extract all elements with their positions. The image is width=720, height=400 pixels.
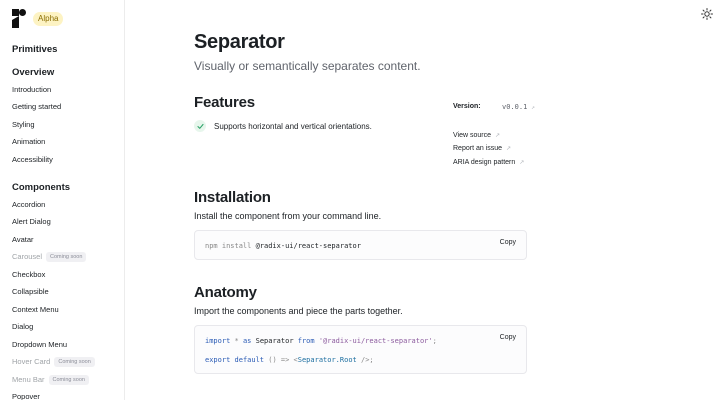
installation-heading: Installation xyxy=(194,189,271,206)
sidebar-item-dialog[interactable]: Dialog xyxy=(12,322,34,331)
components-title: Components xyxy=(12,182,71,193)
copy-button[interactable]: Copy xyxy=(499,334,516,341)
sidebar-item-context-menu[interactable]: Context Menu xyxy=(12,305,59,314)
radix-logo-icon[interactable] xyxy=(12,9,26,28)
overview-title: Overview xyxy=(12,67,55,78)
sidebar-item-label: Carousel xyxy=(12,252,43,261)
sidebar-item-label: Menu Bar xyxy=(12,375,45,384)
sidebar-item-carousel xyxy=(12,252,86,262)
arrow-top-right-icon: ↗ xyxy=(495,133,501,139)
sidebar-item-popover[interactable]: Popover xyxy=(12,392,40,400)
version-value: v0.0.1 ↗ xyxy=(502,103,535,111)
code-line-import: import * as Separator from '@radix-ui/react-separator'; xyxy=(205,337,437,345)
version-label: Version: xyxy=(453,103,481,110)
alpha-badge: Alpha xyxy=(33,12,63,26)
sun-icon[interactable] xyxy=(701,8,713,20)
sidebar-item-alert-dialog[interactable]: Alert Dialog xyxy=(12,217,51,226)
sidebar-item-accessibility[interactable]: Accessibility xyxy=(12,155,53,164)
page-subtitle: Visually or semantically separates content. xyxy=(194,59,421,73)
aria-pattern-link[interactable]: ARIA design pattern ↗ xyxy=(453,159,525,166)
features-heading: Features xyxy=(194,94,255,111)
installation-description: Install the component from your command line. xyxy=(194,211,382,221)
sidebar-item-collapsible[interactable]: Collapsible xyxy=(12,287,49,296)
copy-button[interactable]: Copy xyxy=(499,239,516,246)
anatomy-code-block xyxy=(194,325,527,374)
check-icon xyxy=(194,120,206,132)
coming-soon-badge: Coming soon xyxy=(49,375,89,385)
sidebar xyxy=(0,0,125,400)
sidebar-item-label: Hover Card xyxy=(12,357,51,366)
sidebar-item-checkbox[interactable]: Checkbox xyxy=(12,270,46,279)
coming-soon-badge: Coming soon xyxy=(54,357,94,367)
anatomy-description: Import the components and piece the parts together. xyxy=(194,306,403,316)
page-title: Separator xyxy=(194,31,285,53)
arrow-top-right-icon: ↗ xyxy=(506,146,512,152)
install-command: npm install @radix-ui/react-separator xyxy=(205,242,361,250)
feature-text: Supports horizontal and vertical orientations. xyxy=(214,121,372,131)
view-source-link[interactable]: View source ↗ xyxy=(453,132,501,139)
sidebar-item-hover-card xyxy=(12,357,95,367)
arrow-top-right-icon: ↗ xyxy=(531,104,535,111)
install-code-block xyxy=(194,230,527,260)
primitives-title: Primitives xyxy=(12,44,58,55)
coming-soon-badge: Coming soon xyxy=(46,252,86,262)
sidebar-item-getting-started[interactable]: Getting started xyxy=(12,102,62,111)
feature-item xyxy=(194,120,372,132)
sidebar-item-introduction[interactable]: Introduction xyxy=(12,85,52,94)
sidebar-item-accordion[interactable]: Accordion xyxy=(12,200,46,209)
code-line-export: export default () => <Separator.Root />; xyxy=(205,356,374,364)
anatomy-heading: Anatomy xyxy=(194,284,257,301)
sidebar-item-styling[interactable]: Styling xyxy=(12,120,35,129)
sidebar-item-menu-bar xyxy=(12,375,89,385)
sidebar-item-avatar[interactable]: Avatar xyxy=(12,235,34,244)
sidebar-item-animation[interactable]: Animation xyxy=(12,137,46,146)
sidebar-item-dropdown-menu[interactable]: Dropdown Menu xyxy=(12,340,68,349)
report-issue-link[interactable]: Report an issue ↗ xyxy=(453,145,512,152)
arrow-top-right-icon: ↗ xyxy=(519,160,525,166)
